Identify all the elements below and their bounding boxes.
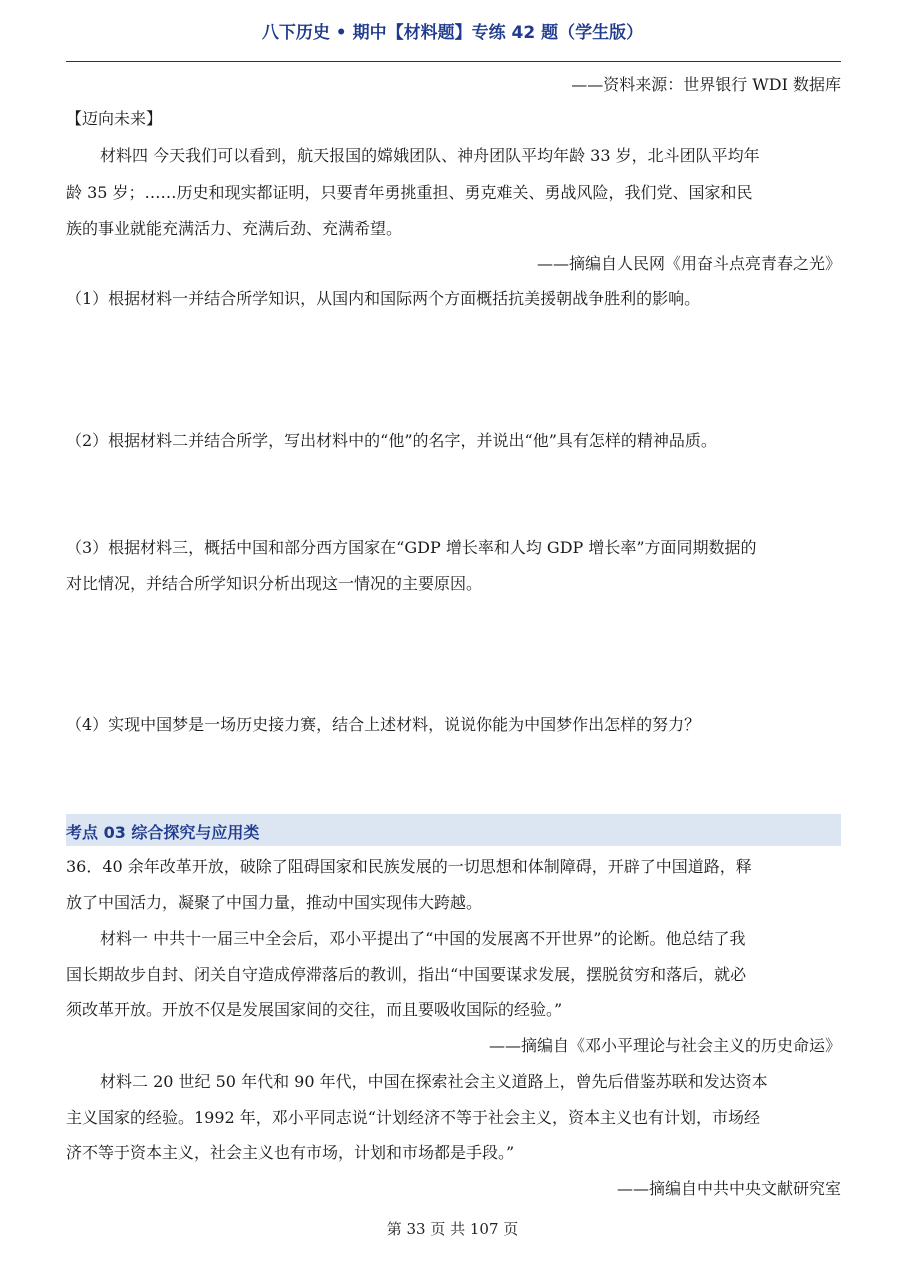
subsection-title: 【迈向未来】 — [66, 109, 163, 128]
section-title: 考点 03 综合探究与应用类 — [66, 823, 260, 842]
question-3-line-1: （3）根据材料三，概括中国和部分西方国家在“GDP 增长率和人均 GDP 增长率”方面同期数据的 — [66, 538, 757, 557]
question-3-line-2: 对比情况，并结合所学知识分析出现这一情况的主要原因。 — [66, 574, 483, 593]
question-2: （2）根据材料二并结合所学，写出材料中的“他”的名字，并说出“他”具有怎样的精神品质。 — [66, 431, 717, 450]
question-1: （1）根据材料一并结合所学知识，从国内和国际两个方面概括抗美援朝战争胜利的影响。 — [66, 289, 701, 308]
source-citation: ——资料来源：世界银行 WDI 数据库 — [571, 75, 841, 94]
material-four-source: ——摘编自人民网《用奋斗点亮青春之光》 — [536, 254, 841, 273]
question-36-line-2: 放了中国活力，凝聚了中国力量，推动中国实现伟大跨越。 — [66, 893, 483, 912]
material-two-line-2: 主义国家的经验。1992 年，邓小平同志说“计划经济不等于社会主义，资本主义也有计划，市场经 — [66, 1108, 760, 1127]
material-four-line-2: 龄 35 岁；……历史和现实都证明，只要青年勇挑重担、勇克难关、勇战风险，我们党、国家和民 — [66, 183, 753, 202]
material-four-line-3: 族的事业就能充满活力、充满后劲、充满希望。 — [66, 219, 403, 238]
material-two-line-3: 济不等于资本主义，社会主义也有市场，计划和市场都是手段。” — [66, 1143, 515, 1162]
question-36-line-1: 36．40 余年改革开放，破除了阻碍国家和民族发展的一切思想和体制障碍，开辟了中国道路，释 — [66, 857, 752, 876]
material-four-line-1: 材料四 今天我们可以看到，航天报国的嫦娥团队、神舟团队平均年龄 33 岁，北斗团队平均年 — [100, 146, 760, 165]
page-header-title: 八下历史 • 期中【材料题】专练 42 题（学生版） — [261, 23, 644, 43]
question-4: （4）实现中国梦是一场历史接力赛，结合上述材料，说说你能为中国梦作出怎样的努力？ — [66, 715, 701, 734]
material-one-line-3: 须改革开放。开放不仅是发展国家间的交往，而且要吸收国际的经验。” — [66, 1000, 563, 1019]
material-two-source: ——摘编自中共中央文献研究室 — [616, 1179, 841, 1198]
material-two-line-1: 材料二 20 世纪 50 年代和 90 年代，中国在探索社会主义道路上，曾先后借鉴苏联和发达资本 — [100, 1072, 768, 1091]
page-number: 第 33 页 共 107 页 — [386, 1220, 519, 1238]
header-divider — [66, 61, 841, 62]
material-one-line-1: 材料一 中共十一届三中全会后，邓小平提出了“中国的发展离不开世界”的论断。他总结了我 — [100, 929, 746, 948]
material-one-source: ——摘编自《邓小平理论与社会主义的历史命运》 — [488, 1036, 841, 1055]
material-one-line-2: 国长期故步自封、闭关自守造成停滞落后的教训，指出“中国要谋求发展，摆脱贫穷和落后，就必 — [66, 965, 747, 984]
